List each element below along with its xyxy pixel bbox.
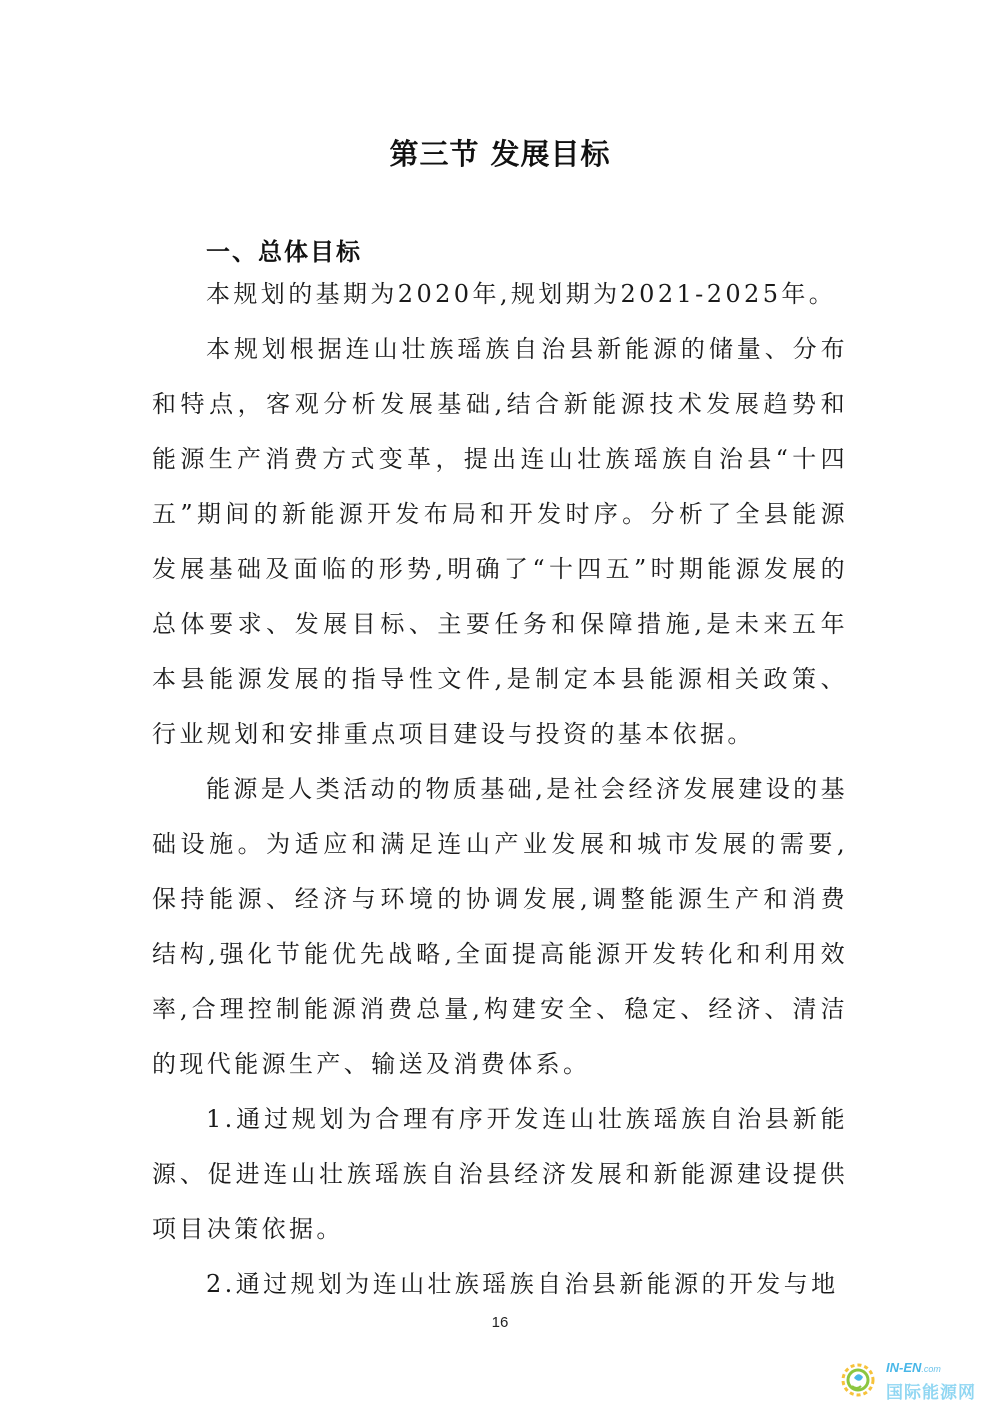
document-body bbox=[152, 267, 848, 1312]
sun-flower-logo-icon bbox=[836, 1358, 882, 1402]
watermark-name: 国际能源网 bbox=[886, 1383, 976, 1403]
watermark-url: IN-EN.com bbox=[886, 1360, 941, 1375]
watermark bbox=[836, 1358, 986, 1402]
list-item-goal-2: 2.通过规划为连山壮族瑶族自治县新能源的开发与地 bbox=[206, 1270, 839, 1298]
list-item-goal-1: 1.通过规划为合理有序开发连山壮族瑶族自治县新能源、促进连山壮族瑶族自治县经济发展和新能源建设提供项目决策依据。 bbox=[152, 1105, 848, 1243]
section-heading: 一、总体目标 bbox=[206, 238, 362, 266]
page-title: 第三节 发展目标 bbox=[389, 137, 611, 171]
paragraph-energy-foundation: 能源是人类活动的物质基础,是社会经济发展建设的基础设施。为适应和满足连山产业发展和城市发展的需要,保持能源、经济与环境的协调发展,调整能源生产和消费结构,强化节能优先战略,全面提高能源开发转化和利用效率,合理控制能源消费总量,构建安全、稳定、经济、清洁的现代能源生产、输送及消费体系。 bbox=[152, 775, 848, 1078]
paragraph-base-period: 本规划的基期为2020年,规划期为2021-2025年。 bbox=[206, 280, 837, 308]
page-number: 16 bbox=[491, 1314, 509, 1331]
paragraph-planning-basis: 本规划根据连山壮族瑶族自治县新能源的储量、分布和特点，客观分析发展基础,结合新能源技术发展趋势和能源生产消费方式变革，提出连山壮族瑶族自治县“十四五”期间的新能源开发布局和开发时序。分析了全县能源发展基础及面临的形势,明确了“十四五”时期能源发展的总体要求、发展目标、主要任务和保障措施,是未来五年本县能源发展的指导性文件,是制定本县能源相关政策、行业规划和安排重点项目建设与投资的基本依据。 bbox=[152, 335, 848, 748]
